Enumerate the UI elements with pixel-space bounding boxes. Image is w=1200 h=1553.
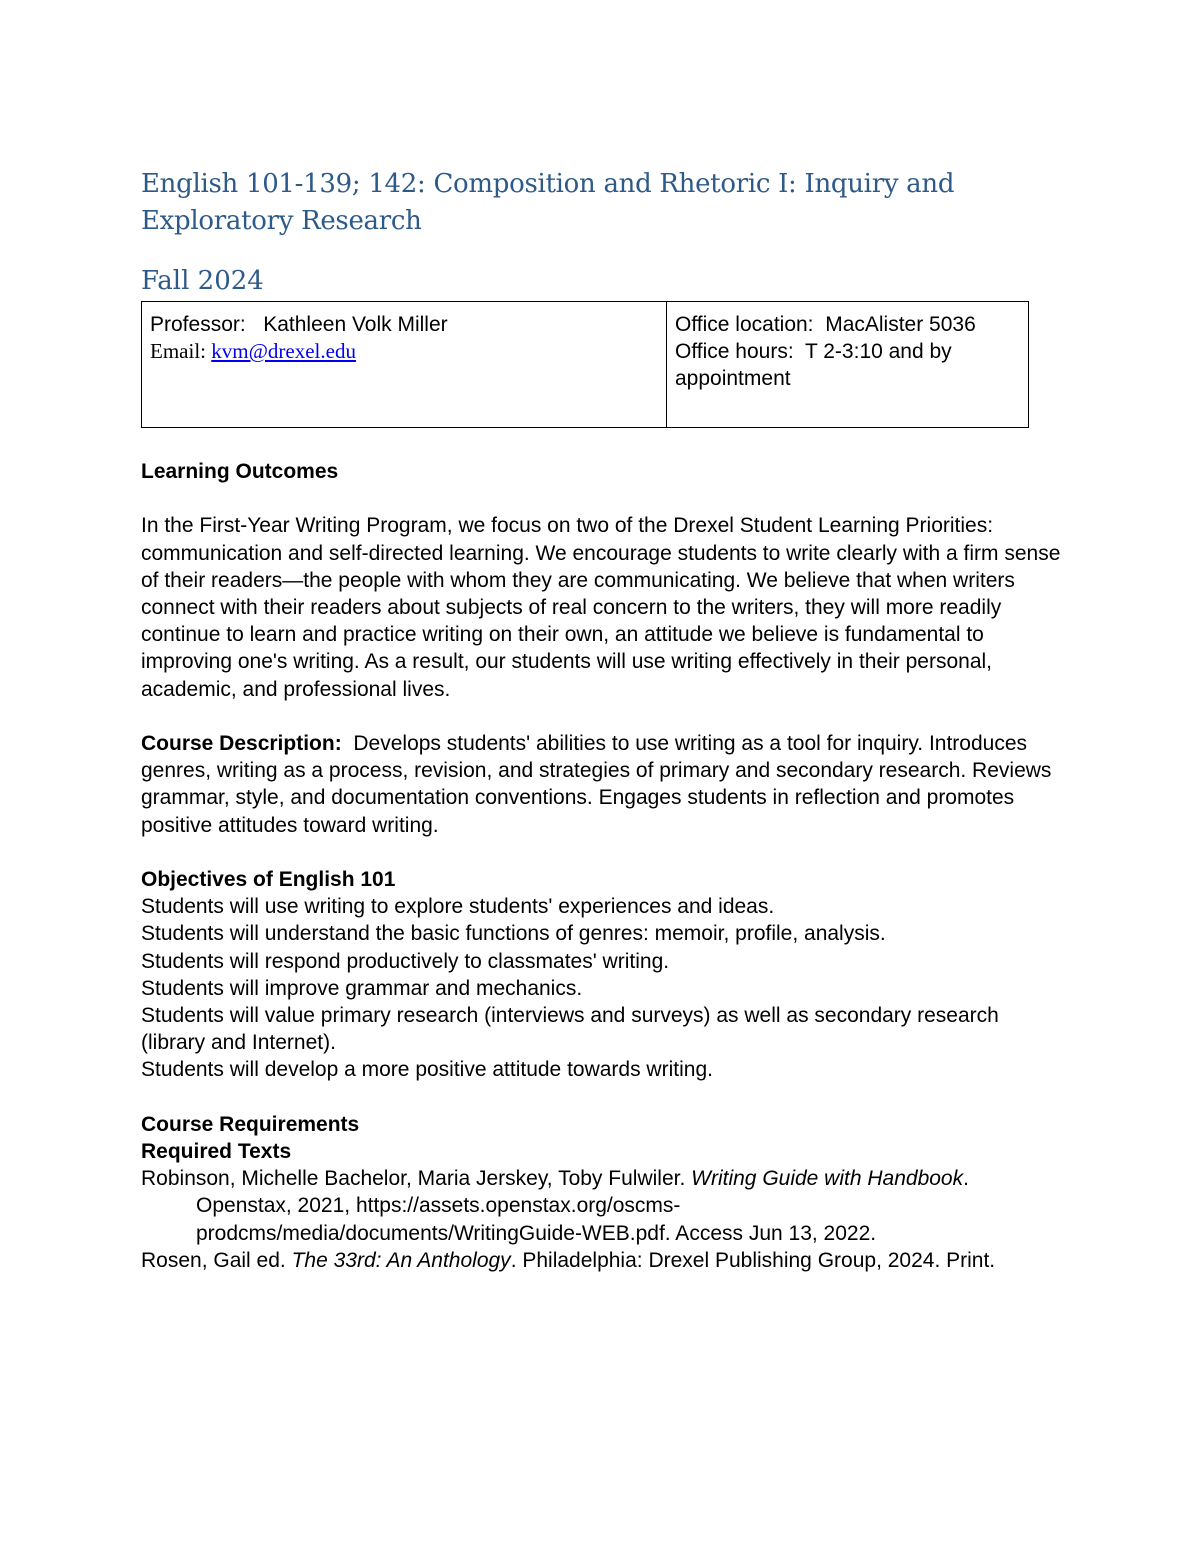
objective-item: Students will understand the basic functions of genres: memoir, profile, analysis. (141, 922, 886, 946)
office-hours-label: Office hours: (675, 340, 794, 363)
office-location: MacAlister 5036 (825, 313, 976, 336)
required-texts-heading: Required Texts (141, 1140, 292, 1164)
office-cell (667, 302, 1029, 428)
objective-item: Students will value primary research (interviews and surveys) as well as secondary research (library and Internet). (141, 1004, 999, 1055)
office-hours-line (675, 338, 1020, 392)
professor-label: Professor: (150, 313, 246, 336)
citation-entry (141, 1165, 1061, 1247)
objective-item: Students will use writing to explore students' experiences and ideas. (141, 895, 775, 919)
office-location-line (675, 311, 1020, 338)
learning-outcomes-heading: Learning Outcomes (141, 460, 339, 483)
office-location-label: Office location: (675, 313, 814, 336)
citation-rest: . Openstax, 2021, https://assets.openstax.org/oscms-prodcms/media/documents/WritingGuide-WEB.pdf. Access Jun 13, 2022. (196, 1167, 969, 1245)
email-line (150, 338, 658, 365)
professor-line (150, 311, 658, 338)
email-link[interactable]: kvm@drexel.edu (211, 339, 356, 363)
objectives-heading: Objectives of English 101 (141, 868, 396, 891)
document-page (141, 166, 1061, 1274)
objective-item: Students will develop a more positive attitude towards writing. (141, 1058, 713, 1082)
course-description-paragraph (141, 730, 1061, 839)
email-label: Email: (150, 339, 206, 363)
course-description-label: Course Description: (141, 732, 342, 755)
objective-item: Students will respond productively to classmates' writing. (141, 949, 670, 973)
course-description-text: Develops students' abilities to use writing as a tool for inquiry. Introduces genres, writing as a process, revision, and strategies of primary and secondary research. Reviews grammar, style, and documentation conventions. Engages students in reflection and promotes positive attitudes toward writing. (141, 732, 1052, 837)
course-term: Fall 2024 (141, 266, 264, 296)
citation-authors: Robinson, Michelle Bachelor, Maria Jerskey, Toby Fulwiler. (141, 1167, 686, 1191)
citation-title: Writing Guide with Handbook (691, 1167, 964, 1191)
objective-item: Students will improve grammar and mechanics. (141, 976, 583, 1000)
office-hours: T 2-3:10 and by appointment (675, 340, 952, 390)
citation-entry (141, 1247, 1061, 1274)
professor-cell (142, 302, 667, 428)
citation-authors: Rosen, Gail ed. (141, 1248, 286, 1272)
citation-title: The 33rd: An Anthology (291, 1248, 511, 1272)
citation-rest: . Philadelphia: Drexel Publishing Group, 2024. Print. (510, 1248, 996, 1272)
professor-name: Kathleen Volk Miller (263, 313, 448, 336)
course-title: English 101-139; 142: Composition and Rhetoric I: Inquiry and Exploratory Research (141, 169, 955, 236)
instructor-info-table (141, 301, 1029, 428)
requirements-heading: Course Requirements (141, 1112, 360, 1136)
learning-outcomes-text: In the First-Year Writing Program, we focus on two of the Drexel Student Learning Priorities: communication and self-directed learning. We encourage students to write clearly with a firm sense of their readers—the people with whom they are communicating. We believe that when writers connect with their readers about subjects of real concern to the writers, they will more readily continue to learn and practice writing on their own, an attitude we believe is fundamental to improving one's writing. As a result, our students will use writing effectively in their personal, academic, and professional lives. (141, 514, 1061, 701)
